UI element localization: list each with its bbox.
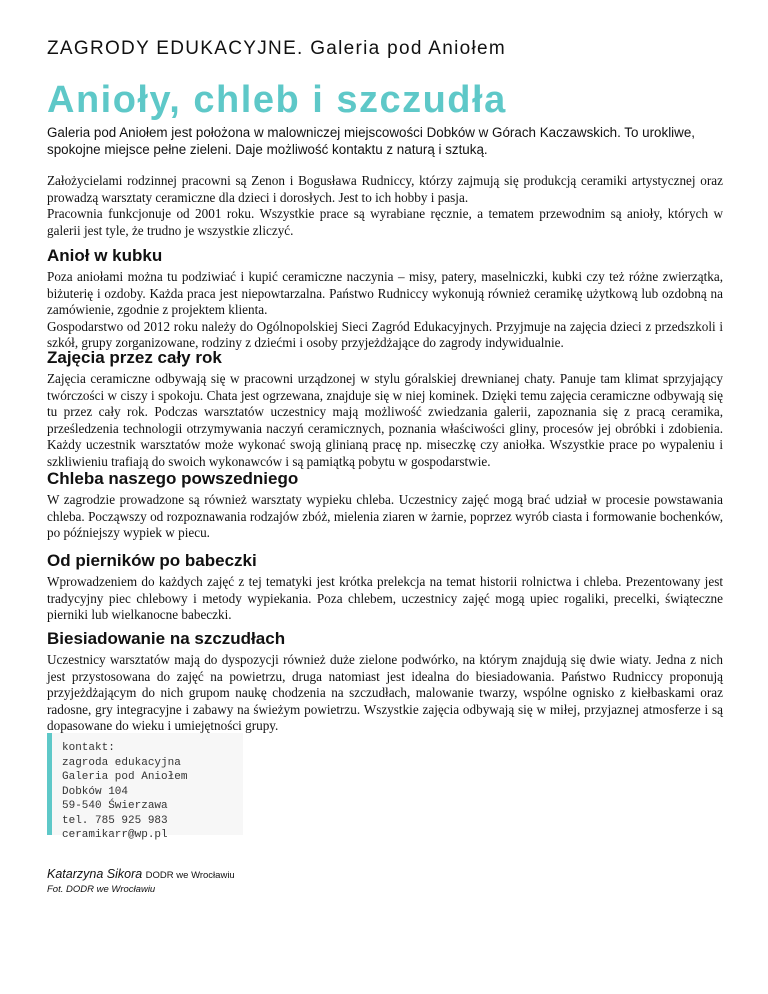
- section-aniol-w-kubku: [47, 245, 723, 352]
- lead-paragraph: [47, 124, 723, 158]
- lead-line-1: Galeria pod Aniołem jest położona w malowniczej miejscowości Dobków w Górach Kaczawskich. To urokliwe,: [47, 125, 695, 140]
- lead-line-2: spokojne miejsce pełne zieleni. Daje możliwość kontaktu z naturą i sztuką.: [47, 142, 488, 157]
- contact-address: Dobków 104: [62, 785, 129, 798]
- section-heading: Zajęcia przez cały rok: [47, 348, 222, 367]
- intro-paragraph-2: Pracownia funkcjonuje od 2001 roku. Wszystkie prace są wyrabiane ręcznie, a tematem przewodnim są anioły, których w galerii jest tyle, że trudno je wszystkie zliczyć.: [47, 206, 723, 238]
- section-heading: Biesiadowanie na szczudłach: [47, 629, 286, 648]
- section-chleba: [47, 468, 723, 542]
- contact-postal: 59-540 Świerzawa: [62, 800, 168, 812]
- intro-paragraph-1: Założycielami rodzinnej pracowni są Zenon i Bogusława Rudniccy, którzy zajmują się produkcją ceramiki artystycznej oraz prowadzą warsztaty ceramiczne dla dzieci i dorosłych. Jest to ich hobby i pasja.: [47, 173, 723, 205]
- contact-name: Galeria pod Aniołem: [62, 771, 188, 783]
- section-heading: Od pierników po babeczki: [47, 551, 257, 570]
- section-paragraph: Wprowadzeniem do każdych zajęć z tej tematyki jest krótka prelekcja na temat historii rolnictwa i chleba. Prezentowany jest tradycyjny piec chlebowy i metody wypiekania. Poza chlebem, uczestnicy zajęć mogą upiec rogaliki, precelki, świąteczne pierniki lub wielkanocne babeczki.: [47, 574, 723, 622]
- contact-email[interactable]: ceramikarr@wp.pl: [62, 829, 168, 841]
- author-name: Katarzyna Sikora: [47, 867, 143, 881]
- section-szczudla: [47, 628, 723, 735]
- section-paragraph: Poza aniołami można tu podziwiać i kupić ceramiczne naczynia – misy, patery, maselniczki, kubki czy też różne zwierzątka, biżuterię i ozdoby. Każda praca jest niepowtarzalna. Państwo Rudniccy wykonują również ceramikę użytkową lub ozdobną na zamówienie, zgodnie z projektem klienta.: [47, 269, 723, 317]
- intro-section: [47, 173, 723, 239]
- section-heading: Chleba naszego powszedniego: [47, 469, 299, 488]
- section-paragraph: Gospodarstwo od 2012 roku należy do Ogólnopolskiej Sieci Zagród Edukacyjnych. Przyjmuje na zajęcia dzieci z przedszkoli i szkół, grupy zorganizowane, rodziny z dziećmi i osoby przyjeżdżające do zagrody indywidualnie.: [47, 318, 723, 350]
- photo-credit: Fot. DODR we Wrocławiu: [47, 884, 156, 895]
- section-heading: Anioł w kubku: [47, 246, 163, 265]
- contact-label: kontakt:: [62, 742, 115, 754]
- section-paragraph: Zajęcia ceramiczne odbywają się w pracowni urządzonej w stylu góralskiej drewnianej chaty. Panuje tam klimat sprzyjający twórczości w ciszy i spokoju. Chata jest ogrzewana, znajduje się w niej kominek. Dzięki temu zajęcia ceramiczne odbywają się tu przez cały rok. Podczas warsztatów uczestnicy mają możliwość zwiedzania galerii, zapoznania się z pracą ceramika, prześledzenia technologii otrzymywania naczyń ceramicznych, poznania właściwości gliny, procesów jej obróbki i zdobienia. Każdy uczestnik warsztatów może wykonać swoją glinianą pracę np. miseczkę czy aniołka. Wszystkie prace po wypaleniu i szkliwieniu trafiają do swoich wykonawców i są pamiątką pobytu w gospodarstwie.: [47, 371, 723, 469]
- author-org: DODR we Wrocławiu: [145, 870, 235, 881]
- page-title: Anioły, chleb i szczudła: [47, 79, 507, 121]
- contact-box: [47, 733, 243, 841]
- section-paragraph: Uczestnicy warsztatów mają do dyspozycji również duże zielone podwórko, na którym znajdują się dwie wiaty. Jedna z nich jest przystosowana do zajęć na powietrzu, druga natomiast jest idealna do biesiadowania. Państwo Rudniccy proponują przyjeżdżającym do nich grupom naukę chodzenia na szczudłach, malowanie twarzy, wspólne ognisko z kiełbaskami oraz radosne, gry integracyjne i zabawy na świeżym powietrzu. Wszystkie zajęcia odbywają się w miłej, przyjaznej atmosferze i są dopasowane do wieku i umiejętności grupy.: [47, 652, 723, 733]
- section-zajecia: [47, 347, 723, 470]
- section-paragraph: W zagrodzie prowadzone są również warsztaty wypieku chleba. Uczestnicy zajęć mogą brać udział w procesie powstawania chleba. Począwszy od rozpoznawania rodzajów zbóż, mielenia ziaren w żarnie, poprzez wyrób ciasta i formowanie bochenków, po późniejszy wypiek w piecu.: [47, 492, 723, 540]
- page-header: ZAGRODY EDUKACYJNE. Galeria pod Aniołem: [47, 38, 506, 59]
- contact-phone[interactable]: tel. 785 925 983: [62, 814, 168, 827]
- contact-type: zagroda edukacyjna: [62, 756, 181, 769]
- author-credit: [47, 867, 235, 881]
- section-pierniki: [47, 550, 723, 624]
